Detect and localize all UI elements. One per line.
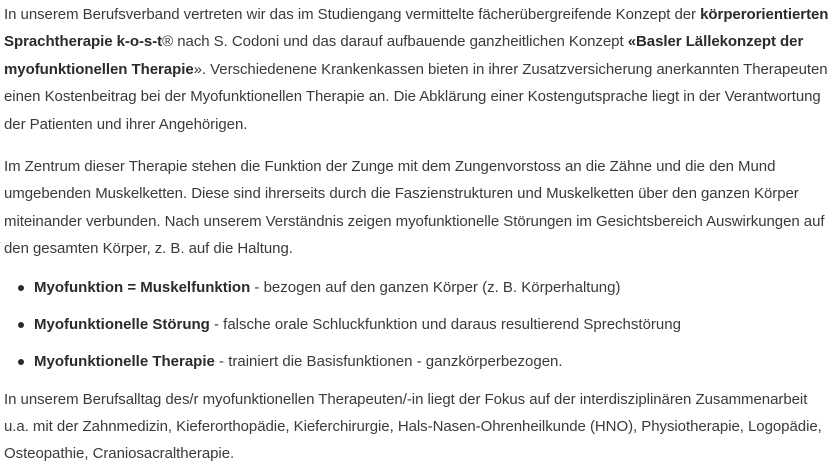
interdisciplinary-paragraph: In unserem Berufsalltag des/r myofunktionellen Therapeuten/-in liegt der Fokus auf der interdisziplinären Zusammenarbeit u.a. mit der Zahnmedizin, Kieferorthopädie, Kieferchirurgie, Hals-Nasen-Ohrenheilkunde (HNO), Physiotherapie, Logopädie, Osteopathie, Craniosacraltherapie. bbox=[4, 390, 822, 463]
list-item bbox=[34, 349, 832, 375]
basler-concept-term: «Basler Lällekonzept der myofunktionellen Therapie bbox=[4, 33, 804, 78]
kost-concept-term: körperorientierten Sprachtherapie k-o-s-t bbox=[4, 6, 829, 51]
intro-paragraph bbox=[4, 1, 832, 138]
bullet-icon bbox=[18, 359, 24, 365]
intro-text-1: In unserem Berufsverband vertreten wir das im Studiengang vermittelte fächerübergreifende Konzept der bbox=[4, 6, 701, 23]
list-item-term: Myofunktionelle Therapie bbox=[34, 352, 215, 370]
definition-list bbox=[4, 275, 832, 375]
list-item-term: Myofunktionelle Störung bbox=[34, 315, 210, 333]
article-body bbox=[4, 1, 832, 468]
list-item bbox=[34, 312, 832, 338]
list-item-desc: - trainiert die Basisfunktionen - ganzkörperbezogen. bbox=[214, 352, 563, 370]
bullet-icon bbox=[18, 322, 24, 328]
list-item bbox=[34, 275, 832, 301]
list-item-term: Myofunktion = Muskelfunktion bbox=[34, 278, 251, 296]
bullet-icon bbox=[18, 285, 24, 291]
intro-text-2: ® nach S. Codoni und das darauf aufbauende ganzheitlichen Konzept bbox=[162, 33, 628, 51]
intro-text-3: ». Verschiedenene Krankenkassen bieten in ihrer Zusatzversicherung anerkannten Therapeuten einen Kostenbeitrag bei der Myofunktionellen Therapie an. Die Abklärung einer Kostengutsprache liegt in der Verantwortung der Patienten und ihrer Angehörigen. bbox=[4, 60, 828, 133]
list-item-desc: - falsche orale Schluckfunktion und daraus resultierend Sprechstörung bbox=[209, 315, 681, 333]
list-item-desc: - bezogen auf den ganzen Körper (z. B. Körperhaltung) bbox=[250, 278, 621, 296]
therapy-center-paragraph: Im Zentrum dieser Therapie stehen die Funktion der Zunge mit dem Zungenvorstoss an die Zähne und die den Mund umgebenden Muskelketten. Diese sind ihrerseits durch die Faszienstrukturen und Muskelketten über den ganzen Körper miteinander verbunden. Nach unserem Verständnis zeigen myofunktionelle Störungen im Gesichtsbereich Auswirkungen auf den gesamten Körper, z. B. auf die Haltung. bbox=[4, 158, 825, 258]
